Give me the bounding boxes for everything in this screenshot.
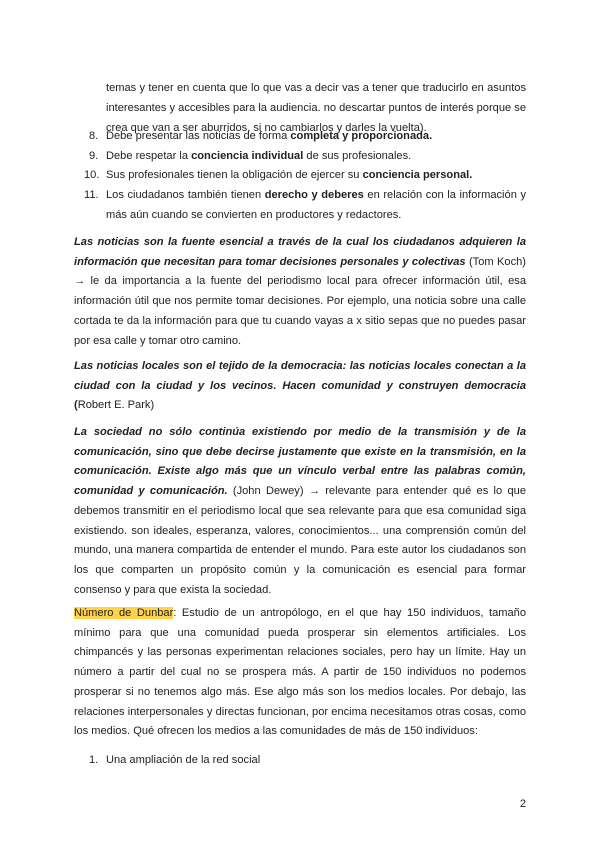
- dewey-explanation: → relevante para entender qué es lo que debemos transmitir en el periodismo local que sea relevante para que esa comunidad siga existiendo. son ideales, esperanza, valores, conocimientos... una comprensión común del mundo, una manera compartida de entender el mundo. Para este autor los ciudadanos son los que comparten un propósito común y la comunicación es esencial para formar consenso y para que exista la sociedad.: [74, 485, 526, 596]
- park-author: Robert E. Park): [77, 399, 155, 412]
- list-text-end: en relación con la información y más aún cuando se convierten en productores y redactores.: [106, 189, 527, 221]
- list-number: 9.: [89, 149, 99, 162]
- list-number: 1.: [89, 754, 99, 766]
- paragraph-koch: [74, 233, 526, 351]
- koch-author: (Tom Koch): [465, 255, 527, 268]
- list-item: [74, 127, 526, 147]
- koch-explanation: → le da importancia a la fuente del periodismo local para ofrecer información útil, esa información útil que nos permite tomar decisiones. Por ejemplo, una noticia sobre una calle cortada te da la información para que tu cuando vayas a x sitio sepas que no puedes pasar por esa calle y tomar otro camino.: [74, 275, 526, 347]
- dewey-quote: La sociedad no sólo continúa existiendo por medio de la transmisión y de la comunicación, sino que debe decirse justamente que existe en la transmisión, en la comunicación. Existe algo más que un vínculo verbal entre las palabras común, comunidad y comunicación.: [74, 426, 526, 498]
- list-text: Una ampliación de la red social: [106, 754, 261, 766]
- numbered-list-responsibilities: [74, 127, 526, 226]
- list-item: [74, 147, 526, 167]
- list-number: 8.: [89, 130, 99, 142]
- paragraph-park: [74, 357, 526, 416]
- list-bold-text: conciencia individual: [191, 149, 304, 162]
- paragraph-dewey: [74, 423, 526, 600]
- paragraph-dunbar: [74, 604, 526, 742]
- list-item: [74, 751, 526, 771]
- list-bold-text: conciencia personal.: [362, 169, 473, 182]
- dunbar-explanation: : Estudio de un antropólogo, en el que hay 150 individuos, tamaño mínimo para que una comunidad pueda prosperar sin elementos artificiales. Los chimpancés y las personas experimentan relaciones sociales, pero hay un límite. Hay un número a partir del cual no se prospera más. A partir de 150 individuos no podemos prosperar si no tenemos algo más. Ese algo más son los medios locales. Por debajo, las relaciones interpersonales y directas funcionan, por encima necesitamos otras cosas, como los medios. Qué ofrecen los medios a las comunidades de más de 150 individuos:: [74, 607, 526, 738]
- list-item: [74, 166, 526, 186]
- list-item: [74, 186, 526, 225]
- list-text-end: de sus profesionales.: [303, 149, 412, 162]
- list-text: Los ciudadanos también tienen: [106, 189, 265, 202]
- koch-quote: Las noticias son la fuente esencial a través de la cual los ciudadanos adquieren la información que necesitan para tomar decisiones personales y colectivas: [74, 236, 526, 268]
- list-item-continuation: temas y tener en cuenta que lo que vas a decir vas a tener que traducirlo en asuntos interesantes y accesibles para la audiencia. no descartar puntos de interés porque se crea que van a ser aburridos, si no cambiarlos y darles la vuelta).: [106, 82, 526, 134]
- list-number: 11.: [84, 189, 99, 202]
- list-text: Debe respetar la: [106, 149, 192, 162]
- dunbar-highlighted-term: Número de Dunbar: [74, 607, 174, 619]
- park-open-paren: (: [74, 399, 78, 412]
- list-number: 10.: [84, 169, 100, 182]
- list-bold-text: completa y proporcionada.: [290, 130, 433, 142]
- list-text: Debe presentar las noticias de forma: [106, 130, 291, 142]
- park-quote: Las noticias locales son el tejido de la democracia: las noticias locales conectan a la ciudad con la ciudad y los vecinos. Hacen comunidad y construyen democracia: [74, 360, 526, 392]
- list-bold-text: derecho y deberes: [264, 189, 364, 202]
- page-number: 2: [519, 798, 526, 810]
- numbered-list-media-offers: [74, 751, 526, 771]
- list-text: Sus profesionales tienen la obligación de ejercer su: [106, 169, 363, 182]
- dewey-author: (John Dewey): [227, 485, 304, 498]
